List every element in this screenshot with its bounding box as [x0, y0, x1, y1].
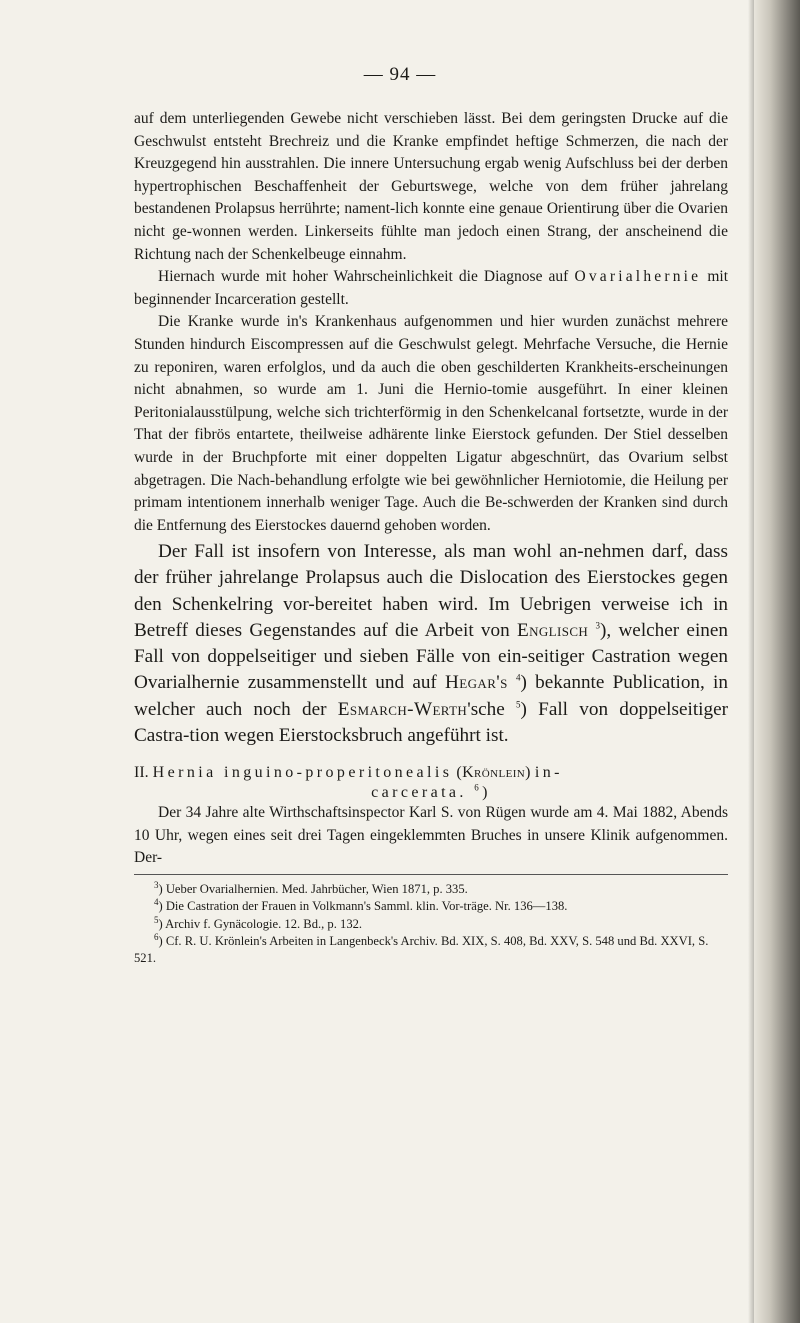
footnote-divider — [134, 874, 728, 875]
interest-text-2: ), welcher einen Fall von doppelseitiger und sieben Fälle von ein-seitiger Castration wegen Ovarialhernie zusammenstellt und auf — [134, 619, 728, 694]
case-title-text-b: in- — [534, 763, 563, 781]
interest-text-5: ) Fall von doppelseitiger Castra-tion wegen Eierstocksbruch angeführt ist. — [134, 698, 728, 746]
case-paragraph: Der 34 Jahre alte Wirthschaftsinspector Karl S. von Rügen wurde am 4. Mai 1882, Abends 10 Uhr, wegen eines seit drei Tagen eingeklemmten Bruches in unsere Klinik aufgenommen. Der- — [134, 803, 728, 867]
footnote-text: ) Cf. R. U. Krönlein's Arbeiten in Langenbeck's Archiv. Bd. XIX, S. 408, Bd. XXV, S. 548 und Bd. XXVI, S. 521. — [134, 933, 709, 966]
book-binding — [754, 0, 800, 1323]
paragraph-diagnosis — [134, 266, 728, 311]
author-englisch: Englisch — [516, 619, 589, 641]
paragraph-treatment: Die Kranke wurde in's Krankenhaus aufgenommen und hier wurden zunächst mehrere Stunden hindurch Eiscompressen auf die Geschwulst gelegt. Mehrfache Versuche, die Hernie zu reponiren, waren erfolglos, und da auch die oben geschilderten Krankheits-erscheinungen nicht abnahmen, so wurde am 1. Juni die Hernio-tomie ausgeführt. In einer kleinen Peritonialausstülpung, welche sich trichterförmig in den Schenkelcanal fortsetzte, wurde in der That der fibrös entartete, theilweise adhärente linke Eierstock gefunden. Der Stiel desselben wurde in der Bruchpforte mit einer doppelten Ligatur abgeschnürt, das Ovarium selbst abgetragen. Die Nach-behandlung erfolgte wie bei gewöhnlicher Herniotomie, die Heilung per primam intentionem innerhalb weniger Tage. Auch die Be-schwerden der Kranken sind durch die Entfernung des Eierstockes dauernd gehoben worden. — [134, 313, 728, 534]
case-body — [134, 802, 728, 870]
case-report-body — [134, 108, 728, 537]
case-author: (Krönlein) — [456, 763, 531, 781]
author-esmarch-werth: Esmarch-Werth — [337, 698, 468, 720]
footnote-ref: 6 — [474, 782, 483, 793]
footnote-text: ) Ueber Ovarialhernien. Med. Jahrbücher, Wien 1871, p. 335. — [158, 881, 468, 896]
footnote-text: ) Archiv f. Gynäcologie. 12. Bd., p. 132. — [158, 916, 363, 931]
interest-text: Der Fall ist insofern von Interesse, als man wohl an-nehmen darf, dass der früher jahrelange Prolapsus auch die Dislocation des Eierstockes gegen den Schenkelring vor-bereitet haben wird. Im Uebrigen verweise ich in Betreff dieses Gegenstandes auf die Arbeit von — [134, 541, 728, 641]
case-title-text: Hernia inguino-properitonealis — [152, 763, 453, 781]
case-heading — [134, 761, 728, 784]
footnote-5 — [134, 916, 728, 933]
footnote-3 — [134, 881, 728, 898]
page-content — [134, 108, 728, 968]
footnote-text: ) Die Castration der Frauen in Volkmann's Samml. klin. Vor-träge. Nr. 136—138. — [158, 899, 568, 914]
interest-text-4: 'sche — [467, 698, 517, 720]
footnote-6 — [134, 933, 728, 968]
footnote-4 — [134, 898, 728, 915]
footnote-mark: 4 — [154, 896, 159, 907]
case-title-text-c: carcerata. — [371, 783, 467, 801]
diagnosis-term: Ovarialhernie — [574, 268, 702, 286]
case-heading-line-2: carcerata. $^6$) — [371, 782, 491, 801]
diagnosis-text: Hiernach wurde mit hoher Wahrscheinlichkeit die Diagnose auf — [158, 268, 575, 286]
author-hegar: Hegar's — [445, 672, 508, 694]
footnotes — [134, 881, 728, 968]
footnote-mark: 6 — [154, 931, 159, 942]
interest-text-3: ) bekannte Publication, in welcher auch noch der — [134, 672, 728, 720]
footnote-mark: 5 — [154, 914, 159, 925]
footnote-ref: 5 — [516, 699, 521, 710]
footnote-ref: 3 — [595, 620, 600, 631]
page-number: — 94 — — [363, 64, 437, 85]
footnote-mark: 3 — [154, 879, 159, 890]
paragraph-interest — [134, 539, 728, 749]
footnote-ref: 4 — [516, 672, 521, 683]
paragraph-findings: auf dem unterliegenden Gewebe nicht verschieben lässt. Bei dem geringsten Drucke auf die Geschwulst entsteht Brechreiz und die Kranke empfindet heftige Schmerzen, die nach der Kreuzgegend hin ausstrahlen. Die innere Untersuchung ergab wenig Aufschluss bei der derben hypertrophischen Beschaffenheit der Geburtswege, welche von dem früher jahrelang bestandenen Prolapsus herrührte; nament-lich konnte eine genaue Orientirung über die Ovarien nicht ge-wonnen werden. Linkerseits fühlte man jedoch einen Strang, der anscheinend die Richtung nach der Schenkelbeuge einnahm. — [134, 110, 728, 263]
diagnosis-text-end: mit beginnender Incarceration gestellt. — [134, 268, 729, 308]
case-numeral: II. — [134, 763, 149, 781]
